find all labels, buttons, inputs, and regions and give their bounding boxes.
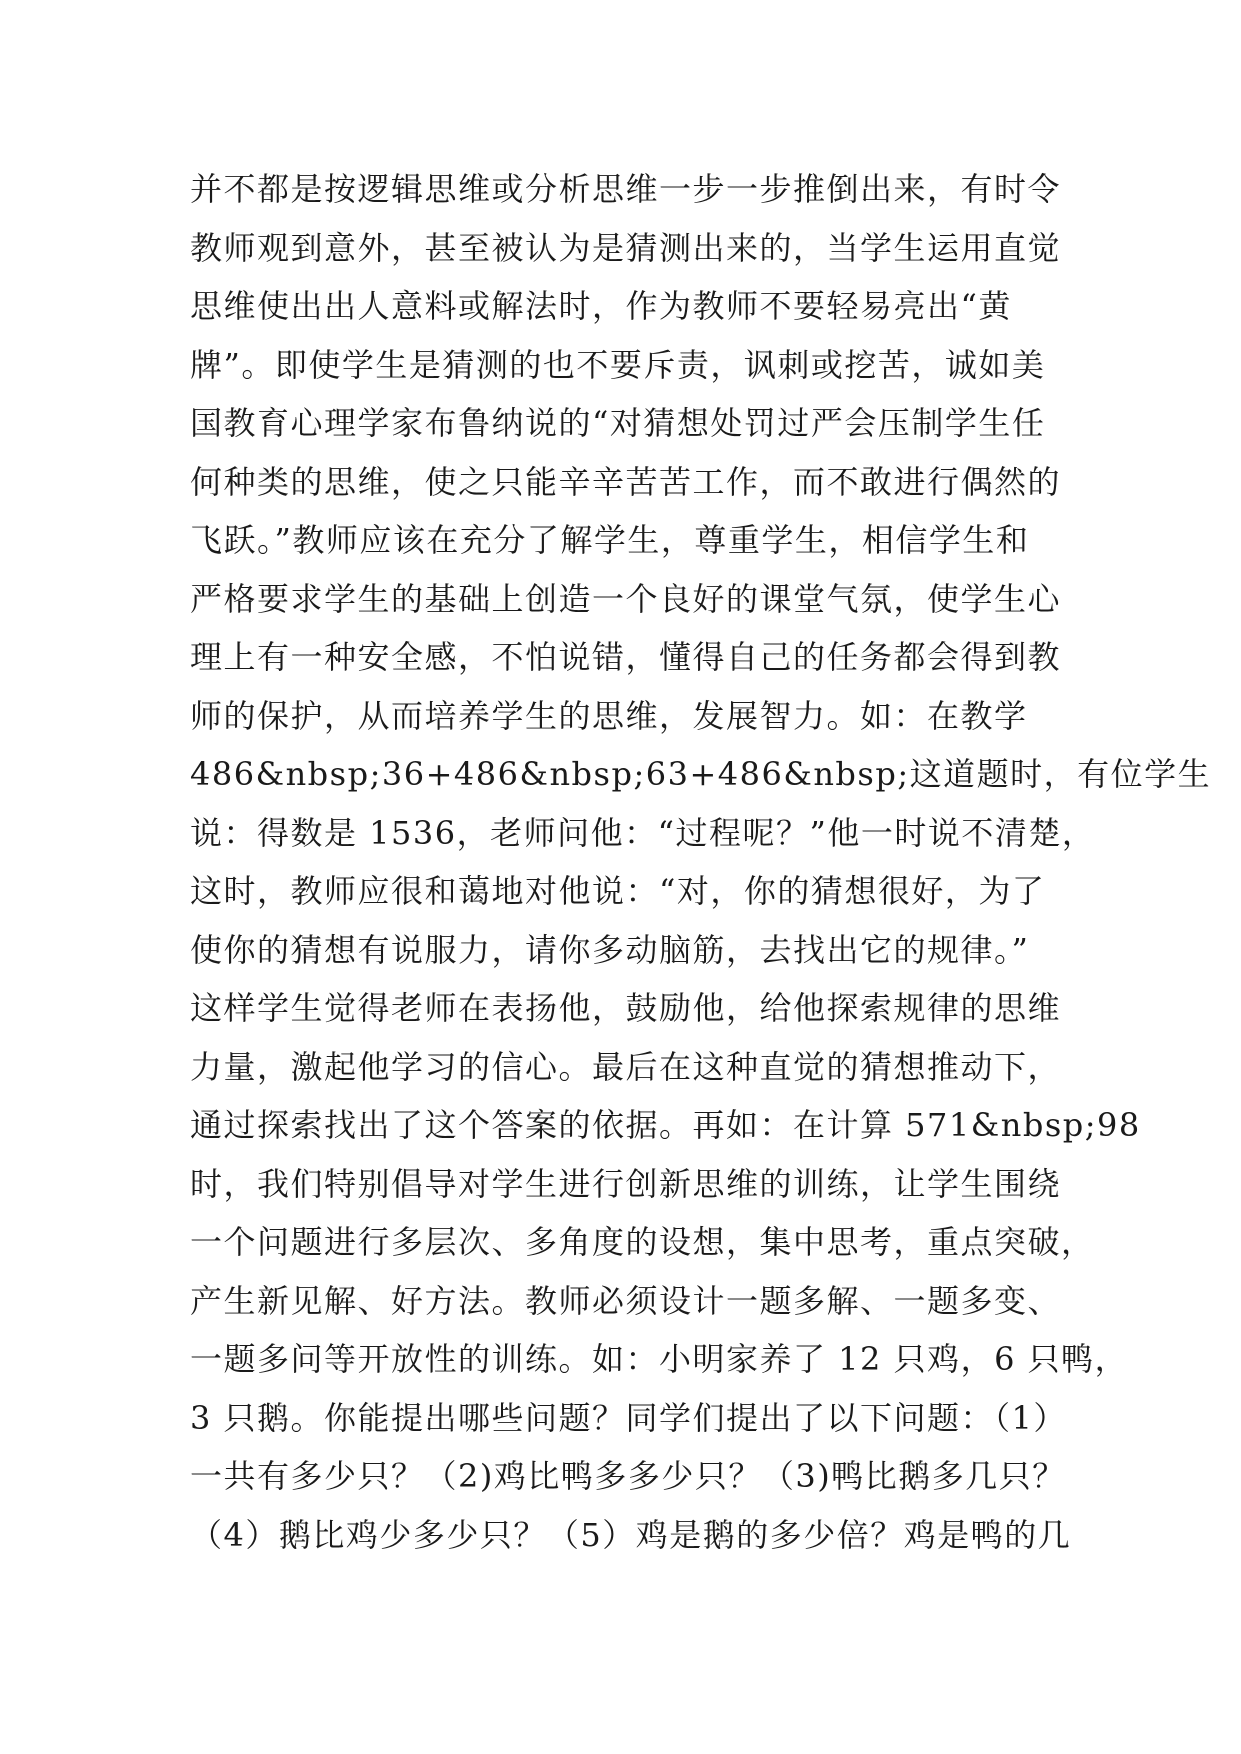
text-line: 一题多问等开放性的训练。如：小明家养了 12 只鸡，6 只鸭， xyxy=(190,1340,1129,1378)
text-line: 3 只鹅。你能提出哪些问题？同学们提出了以下问题：（1） xyxy=(190,1398,1067,1437)
text-line: 飞跃。”教师应该在充分了解学生，尊重学生，相信学生和 xyxy=(190,521,1030,559)
text-line: 理上有一种安全感，不怕说错，懂得自己的任务都会得到教 xyxy=(190,638,1062,676)
text-line: 使你的猜想有说服力，请你多动脑筋，去找出它的规律。” xyxy=(190,930,1030,969)
text-line: 思维使出出人意料或解法时，作为教师不要轻易亮出“黄 xyxy=(190,287,1012,325)
text-line: 并不都是按逻辑思维或分析思维一步一步推倒出来，有时令 xyxy=(190,170,1062,208)
text-line: 师的保护，从而培养学生的思维，发展智力。如：在教学 xyxy=(190,696,1028,735)
text-line: 通过探索找出了这个答案的依据。再如：在计算 571&nbsp;98 xyxy=(190,1106,1141,1144)
text-line: 一共有多少只？（2)鸡比鸭多多少只？（3)鸭比鹅多几只？ xyxy=(190,1457,1066,1495)
text-line: 这时，教师应很和蔼地对他说：“对，你的猜想很好，为了 xyxy=(190,872,1046,910)
text-line: 教师观到意外，甚至被认为是猜测出来的，当学生运用直觉 xyxy=(190,228,1062,267)
text-line: 产生新见解、好方法。教师必须设计一题多解、一题多变、 xyxy=(190,1281,1062,1320)
text-line: 何种类的思维，使之只能辛辛苦苦工作，而不敢进行偶然的 xyxy=(190,462,1062,501)
text-line: （4）鹅比鸡少多少只？（5）鸡是鹅的多少倍？鸡是鸭的几 xyxy=(190,1515,1072,1554)
text-line: 力量，激起他学习的信心。最后在这种直觉的猜想推动下， xyxy=(190,1047,1062,1086)
text-line: 时，我们特别倡导对学生进行创新思维的训练，让学生围绕 xyxy=(190,1164,1062,1203)
text-line: 486&nbsp;36+486&nbsp;63+486&nbsp;这道题时，有位学生 xyxy=(190,755,1212,793)
text-line: 这样学生觉得老师在表扬他，鼓励他，给他探索规律的思维 xyxy=(190,989,1062,1027)
text-line: 牌”。即使学生是猜测的也不要斥责，讽刺或挖苦，诚如美 xyxy=(190,345,1046,384)
text-line: 国教育心理学家布鲁纳说的“对猜想处罚过严会压制学生任 xyxy=(190,404,1046,442)
body-text xyxy=(190,160,1212,1564)
text-line: 严格要求学生的基础上创造一个良好的课堂气氛，使学生心 xyxy=(190,579,1062,618)
text-line: 说：得数是 1536，老师问他：“过程呢？”他一时说不清楚， xyxy=(190,813,1096,852)
text-line: 一个问题进行多层次、多角度的设想，集中思考，重点突破， xyxy=(190,1223,1095,1261)
